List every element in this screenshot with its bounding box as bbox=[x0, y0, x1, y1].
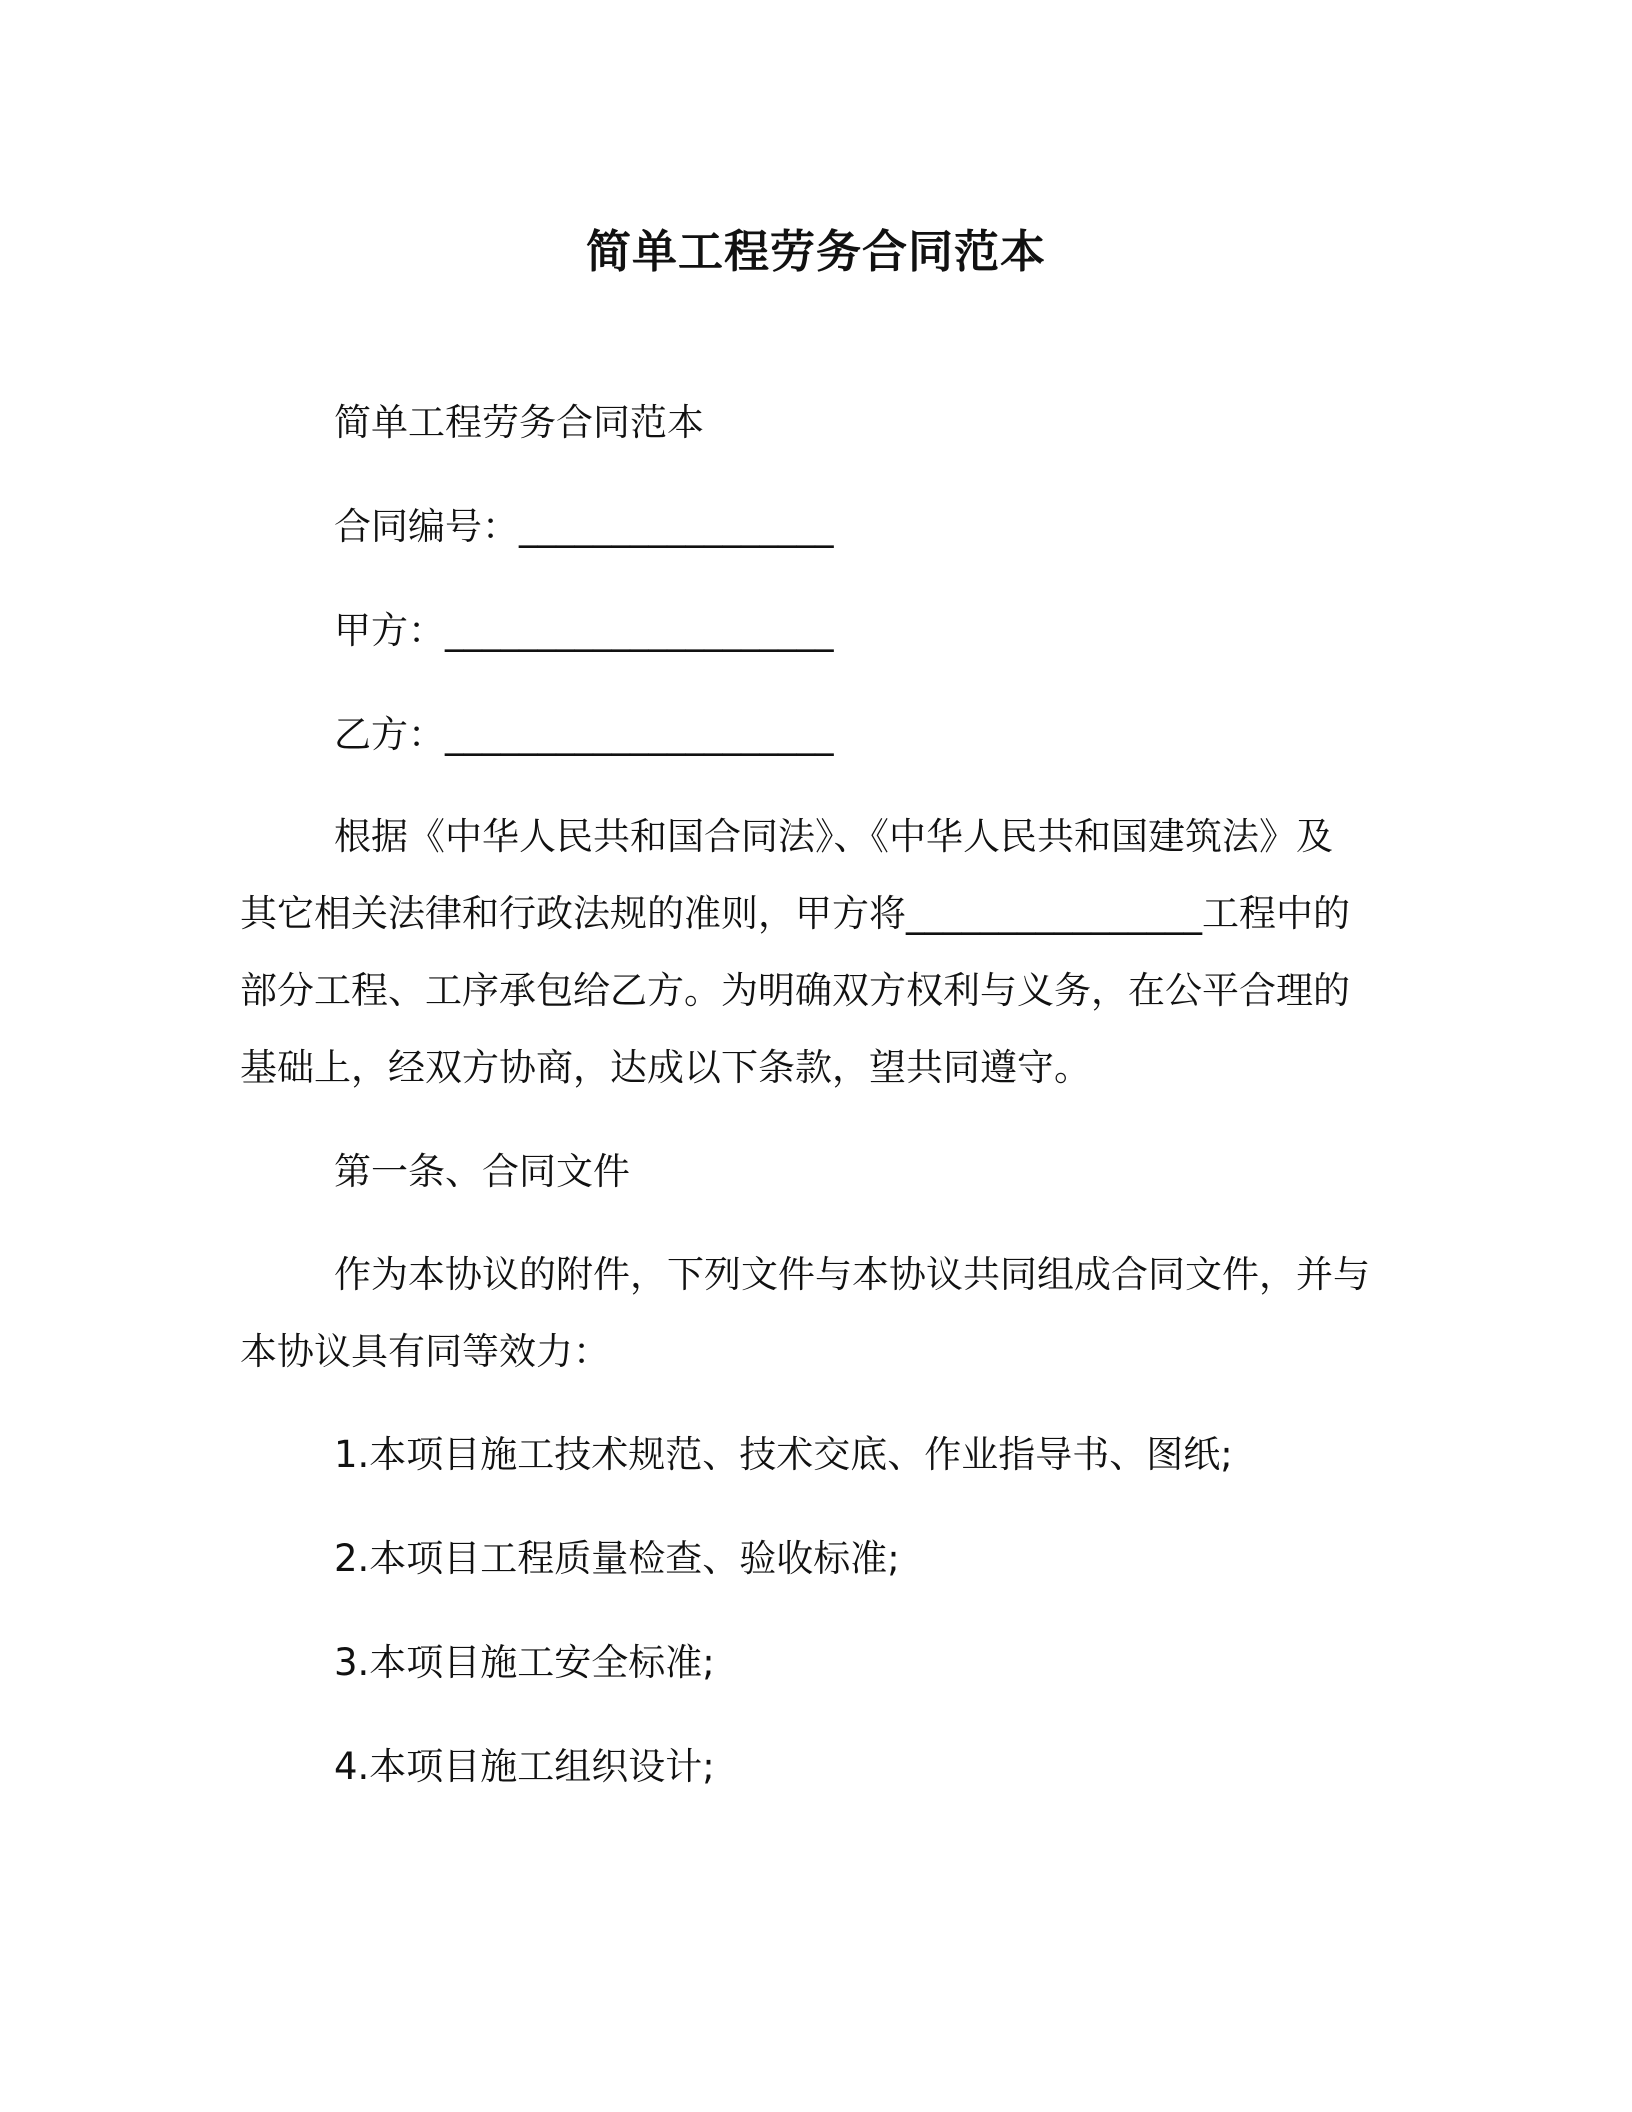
document-title: 简单工程劳务合同范本 bbox=[585, 225, 1046, 278]
preamble-line: 基础上，经双方协商，达成以下条款，望共同遵守。 bbox=[240, 1046, 1091, 1089]
preamble-line: 部分工程、工序承包给乙方。为明确双方权利与义务，在公平合理的 bbox=[240, 969, 1350, 1012]
document-subtitle: 简单工程劳务合同范本 bbox=[334, 401, 704, 444]
article-heading: 第一条、合同文件 bbox=[334, 1150, 630, 1193]
list-item: 2.本项目工程质量检查、验收标准; bbox=[334, 1537, 900, 1580]
list-item: 1.本项目施工技术规范、技术交底、作业指导书、图纸; bbox=[334, 1433, 1233, 1476]
article-intro-line: 本协议具有同等效力： bbox=[240, 1330, 610, 1373]
party-a-field: 甲方：_____________________ bbox=[334, 609, 834, 652]
contract-number-field: 合同编号：_________________ bbox=[334, 505, 834, 548]
preamble-line: 根据《中华人民共和国合同法》、《中华人民共和国建筑法》及 bbox=[334, 815, 1333, 858]
list-item: 3.本项目施工安全标准; bbox=[334, 1641, 715, 1684]
list-item: 4.本项目施工组织设计; bbox=[334, 1745, 715, 1788]
article-intro-line: 作为本协议的附件，下列文件与本协议共同组成合同文件，并与 bbox=[334, 1253, 1370, 1296]
preamble-line: 其它相关法律和行政法规的准则，甲方将________________工程中的 bbox=[240, 892, 1350, 935]
party-b-field: 乙方：_____________________ bbox=[334, 713, 834, 756]
